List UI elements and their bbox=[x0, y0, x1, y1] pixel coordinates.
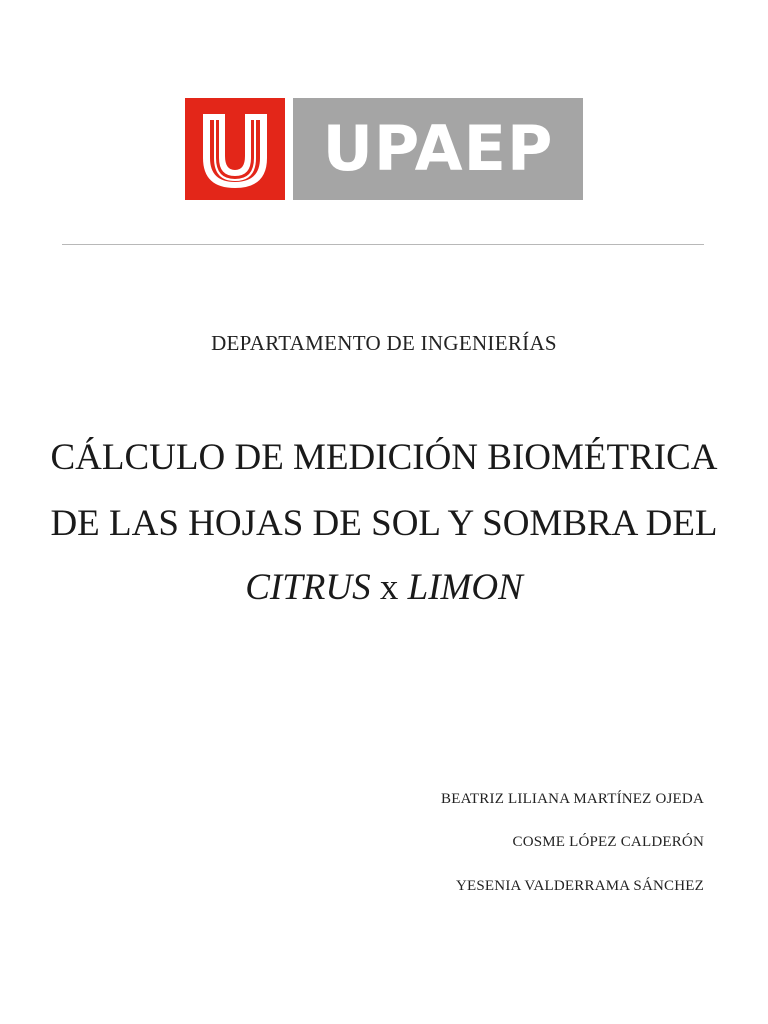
upaep-wordmark-text: UPAEP bbox=[322, 112, 554, 185]
upaep-wordmark bbox=[293, 98, 583, 200]
author-3: YESENIA VALDERRAMA SÁNCHEZ bbox=[455, 878, 704, 894]
title-line-2: DE LAS HOJAS DE SOL Y SOMBRA DEL bbox=[50, 503, 718, 544]
upaep-logo bbox=[185, 98, 583, 200]
title-genus: CITRUS bbox=[245, 567, 371, 608]
title-species: LIMON bbox=[407, 567, 523, 608]
title-line-1: CÁLCULO DE MEDICIÓN BIOMÉTRICA bbox=[50, 437, 718, 478]
upaep-u-mark-icon bbox=[185, 98, 285, 200]
header-divider bbox=[62, 244, 704, 245]
author-1: BEATRIZ LILIANA MARTÍNEZ OJEDA bbox=[441, 791, 704, 807]
title-hybrid-sign: x bbox=[370, 567, 408, 608]
author-2: COSME LÓPEZ CALDERÓN bbox=[512, 834, 704, 850]
title-line-3 bbox=[0, 566, 768, 610]
department-name: DEPARTAMENTO DE INGENIERÍAS bbox=[211, 331, 557, 355]
